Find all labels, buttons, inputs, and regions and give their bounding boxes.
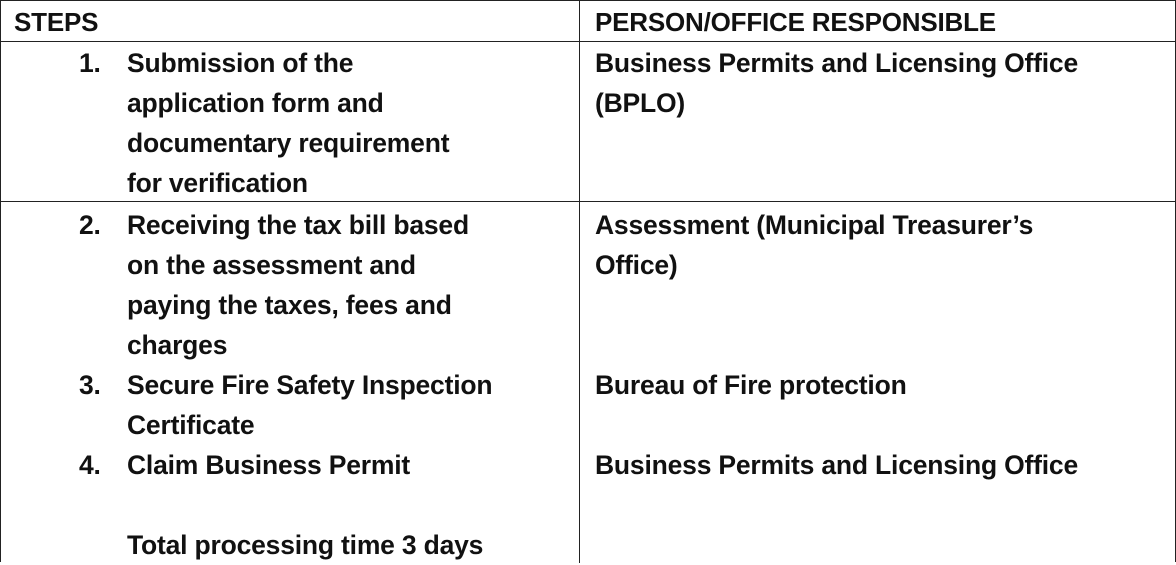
step-row-1 xyxy=(79,43,577,203)
responsible-office-2: Assessment (Municipal Treasurer’s Office) xyxy=(595,210,1034,280)
responsible-office-3: Bureau of Fire protection xyxy=(595,370,907,400)
step-text: Submission of the application form and documentary requirement for verification xyxy=(127,48,450,198)
step-text: Claim Business Permit xyxy=(127,450,410,480)
step-row-4 xyxy=(79,445,577,485)
step-number: 4. xyxy=(79,450,101,480)
step-text: Secure Fire Safety Inspection Certificate xyxy=(127,370,493,440)
step-number: 1. xyxy=(79,48,101,78)
step-row-3 xyxy=(79,365,577,445)
responsible-office-1: Business Permits and Licensing Office (BPLO) xyxy=(595,48,1078,118)
total-processing-time: Total processing time 3 days xyxy=(127,530,484,560)
header-steps: STEPS xyxy=(14,7,99,37)
step-row-2 xyxy=(79,205,577,365)
step-number: 3. xyxy=(79,370,101,400)
step-number: 2. xyxy=(79,210,101,240)
header-row-divider xyxy=(1,41,1176,42)
responsible-office-4: Business Permits and Licensing Office xyxy=(595,450,1078,480)
column-divider xyxy=(579,1,580,563)
header-person-office-responsible: PERSON/OFFICE RESPONSIBLE xyxy=(595,7,996,37)
step-text: Receiving the tax bill based on the assessment and paying the taxes, fees and charges xyxy=(127,210,469,360)
